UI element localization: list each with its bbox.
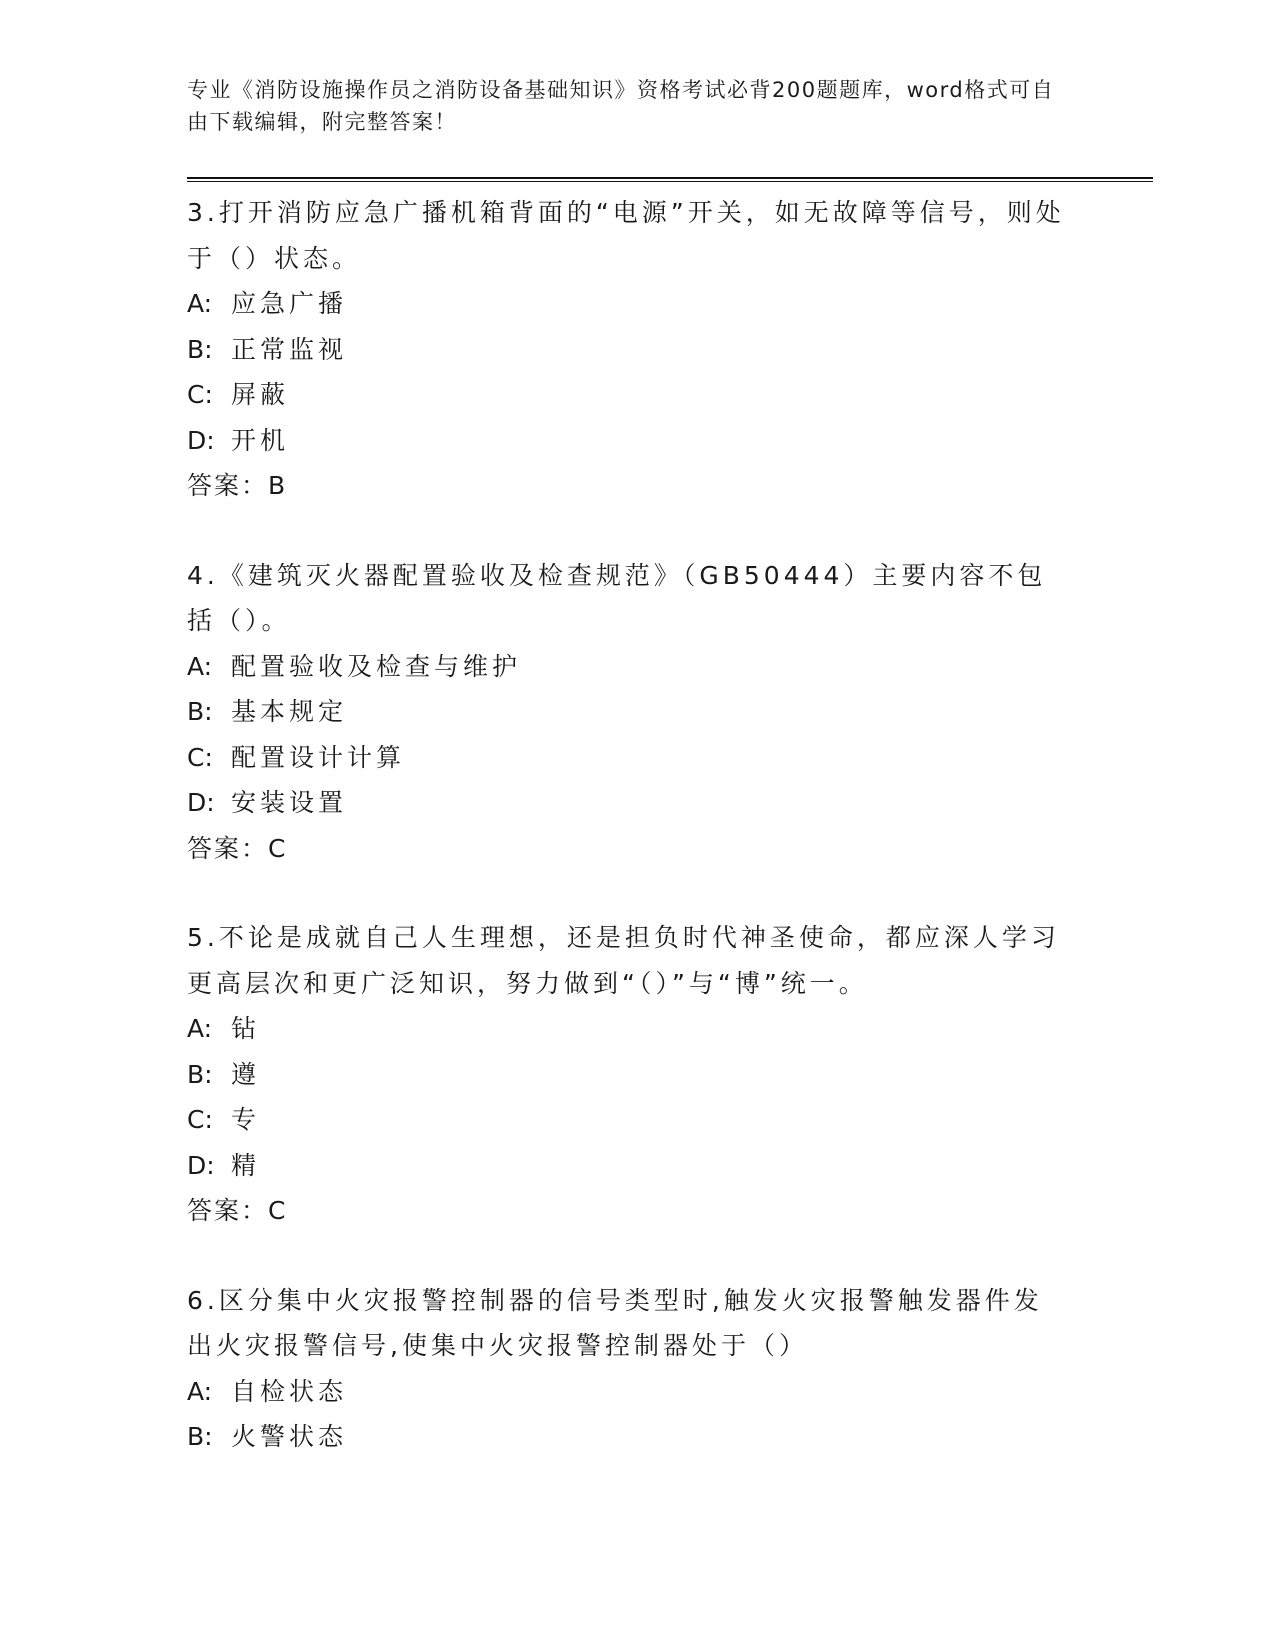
option-label: C: — [187, 1105, 213, 1134]
option-label: B: — [187, 334, 213, 364]
option-text: 基本规定 — [231, 697, 348, 726]
answer-line: 答案：C — [187, 1196, 288, 1225]
question-list — [187, 190, 1067, 1460]
option-a — [187, 1006, 1067, 1052]
option-text: 屏蔽 — [231, 380, 290, 409]
option-b — [187, 327, 1067, 373]
option-text: 火警状态 — [231, 1422, 348, 1451]
option-b — [187, 1414, 1067, 1460]
option-label: A: — [187, 651, 213, 681]
option-label: C: — [187, 742, 213, 772]
option-label: D: — [187, 1150, 215, 1180]
answer-line: 答案：C — [187, 833, 288, 863]
option-label: D: — [187, 788, 215, 817]
option-text: 配置验收及检查与维护 — [231, 651, 522, 681]
option-c — [187, 1097, 1067, 1143]
option-label: D: — [187, 425, 215, 455]
question-stem: 4.《建筑灭火器配置验收及检查规范》（GB50444）主要内容不包括（）。 — [187, 560, 1047, 635]
option-label: A: — [187, 1014, 213, 1043]
option-label: B: — [187, 1059, 213, 1089]
option-text: 应急广播 — [231, 289, 348, 318]
option-text: 配置设计计算 — [231, 742, 406, 772]
option-text: 精 — [231, 1150, 261, 1180]
option-label: A: — [187, 1376, 213, 1406]
option-d — [187, 1143, 1067, 1189]
option-text: 专 — [231, 1105, 261, 1134]
question-item — [187, 915, 1067, 1234]
question-item — [187, 190, 1067, 509]
option-a — [187, 1369, 1067, 1415]
option-c — [187, 735, 1067, 781]
option-label: A: — [187, 289, 213, 318]
option-a — [187, 281, 1067, 327]
question-stem: 6.区分集中火灾报警控制器的信号类型时,触发火灾报警触发器件发出火灾报警信号,使集中火灾报警控制器处于（） — [187, 1285, 1043, 1360]
option-b — [187, 1052, 1067, 1098]
question-item — [187, 1278, 1067, 1460]
option-label: C: — [187, 380, 213, 409]
option-text: 正常监视 — [231, 334, 348, 364]
answer-line: 答案：B — [187, 471, 288, 500]
option-text: 钻 — [231, 1014, 261, 1043]
option-b — [187, 689, 1067, 735]
option-d — [187, 780, 1067, 826]
header-divider — [187, 177, 1153, 182]
question-item — [187, 553, 1067, 872]
option-a — [187, 644, 1067, 690]
option-label: B: — [187, 1422, 213, 1451]
option-c — [187, 372, 1067, 418]
option-text: 安装设置 — [231, 788, 348, 817]
question-stem: 5.不论是成就自己人生理想，还是担负时代神圣使命，都应深人学习更高层次和更广泛知识，努力做到“（）”与“博”统一。 — [187, 923, 1060, 998]
option-text: 自检状态 — [231, 1376, 348, 1406]
document-header: 专业《消防设施操作员之消防设备基础知识》资格考试必背200题题库，word格式可自由下载编辑，附完整答案！ — [187, 78, 1055, 134]
question-stem: 3.打开消防应急广播机箱背面的“电源”开关，如无故障等信号，则处于（）状态。 — [187, 198, 1065, 273]
option-d — [187, 418, 1067, 464]
option-text: 遵 — [231, 1059, 261, 1089]
option-text: 开机 — [231, 425, 290, 455]
option-label: B: — [187, 697, 213, 726]
